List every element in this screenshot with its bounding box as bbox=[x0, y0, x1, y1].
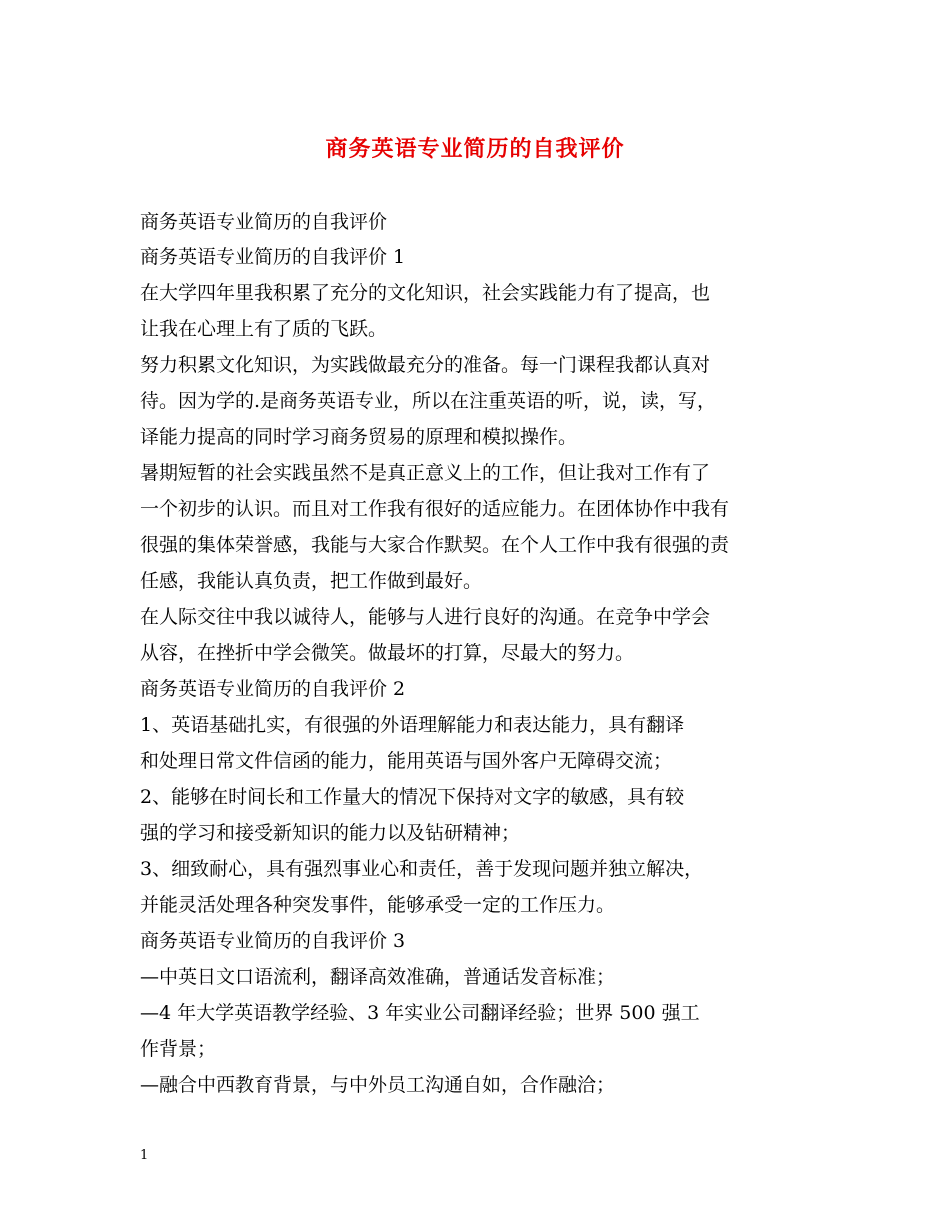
text-line: 2、能够在时间长和工作量大的情况下保持对文字的敏感，具有较 bbox=[140, 786, 685, 808]
text-line: 和处理日常文件信函的能力，能用英语与国外客户无障碍交流； bbox=[140, 750, 673, 772]
text-line: —融合中西教育背景，与中外员工沟通自如，合作融洽； bbox=[140, 1074, 616, 1096]
text-line: 从容，在挫折中学会微笑。做最坏的打算，尽最大的努力。 bbox=[140, 642, 635, 664]
text-line: 努力积累文化知识，为实践做最充分的准备。每一门课程我都认真对 bbox=[140, 354, 711, 376]
text-line: 并能灵活处理各种突发事件，能够承受一定的工作压力。 bbox=[140, 894, 616, 916]
text-line: —4 年大学英语教学经验、3 年实业公司翻译经验；世界 500 强工 bbox=[140, 1002, 700, 1024]
text-line: 商务英语专业简历的自我评价 bbox=[140, 211, 388, 233]
text-line: 在大学四年里我积累了充分的文化知识，社会实践能力有了提高，也 bbox=[140, 282, 711, 304]
text-line: 很强的集体荣誉感，我能与大家合作默契。在个人工作中我有很强的责 bbox=[140, 534, 730, 556]
text-line: 译能力提高的同时学习商务贸易的原理和模拟操作。 bbox=[140, 426, 578, 448]
text-line: 商务英语专业简历的自我评价 3 bbox=[140, 930, 406, 952]
text-line: 让我在心理上有了质的飞跃。 bbox=[140, 318, 388, 340]
text-line: 商务英语专业简历的自我评价 2 bbox=[140, 678, 406, 700]
text-line: 作背景； bbox=[140, 1038, 217, 1060]
text-line: 3、细致耐心，具有强烈事业心和责任，善于发现问题并独立解决， bbox=[140, 858, 704, 880]
text-line: 在人际交往中我以诚待人，能够与人进行良好的沟通。在竞争中学会 bbox=[140, 606, 711, 628]
text-line: 强的学习和接受新知识的能力以及钻研精神； bbox=[140, 822, 521, 844]
text-line: 一个初步的认识。而且对工作我有很好的适应能力。在团体协作中我有 bbox=[140, 498, 730, 520]
text-line: 任感，我能认真负责，把工作做到最好。 bbox=[140, 570, 483, 592]
text-line: 商务英语专业简历的自我评价 1 bbox=[140, 246, 406, 268]
document-title: 商务英语专业简历的自我评价 bbox=[325, 137, 625, 162]
text-line: 待。因为学的.是商务英语专业，所以在注重英语的听，说，读，写， bbox=[140, 390, 717, 412]
text-line: 1、英语基础扎实，有很强的外语理解能力和表达能力，具有翻译 bbox=[140, 714, 685, 736]
text-line: —中英日文口语流利，翻译高效准确，普通话发音标准； bbox=[140, 966, 616, 988]
page-number: 1 bbox=[140, 1148, 149, 1163]
text-line: 暑期短暂的社会实践虽然不是真正意义上的工作，但让我对工作有了 bbox=[140, 462, 711, 484]
